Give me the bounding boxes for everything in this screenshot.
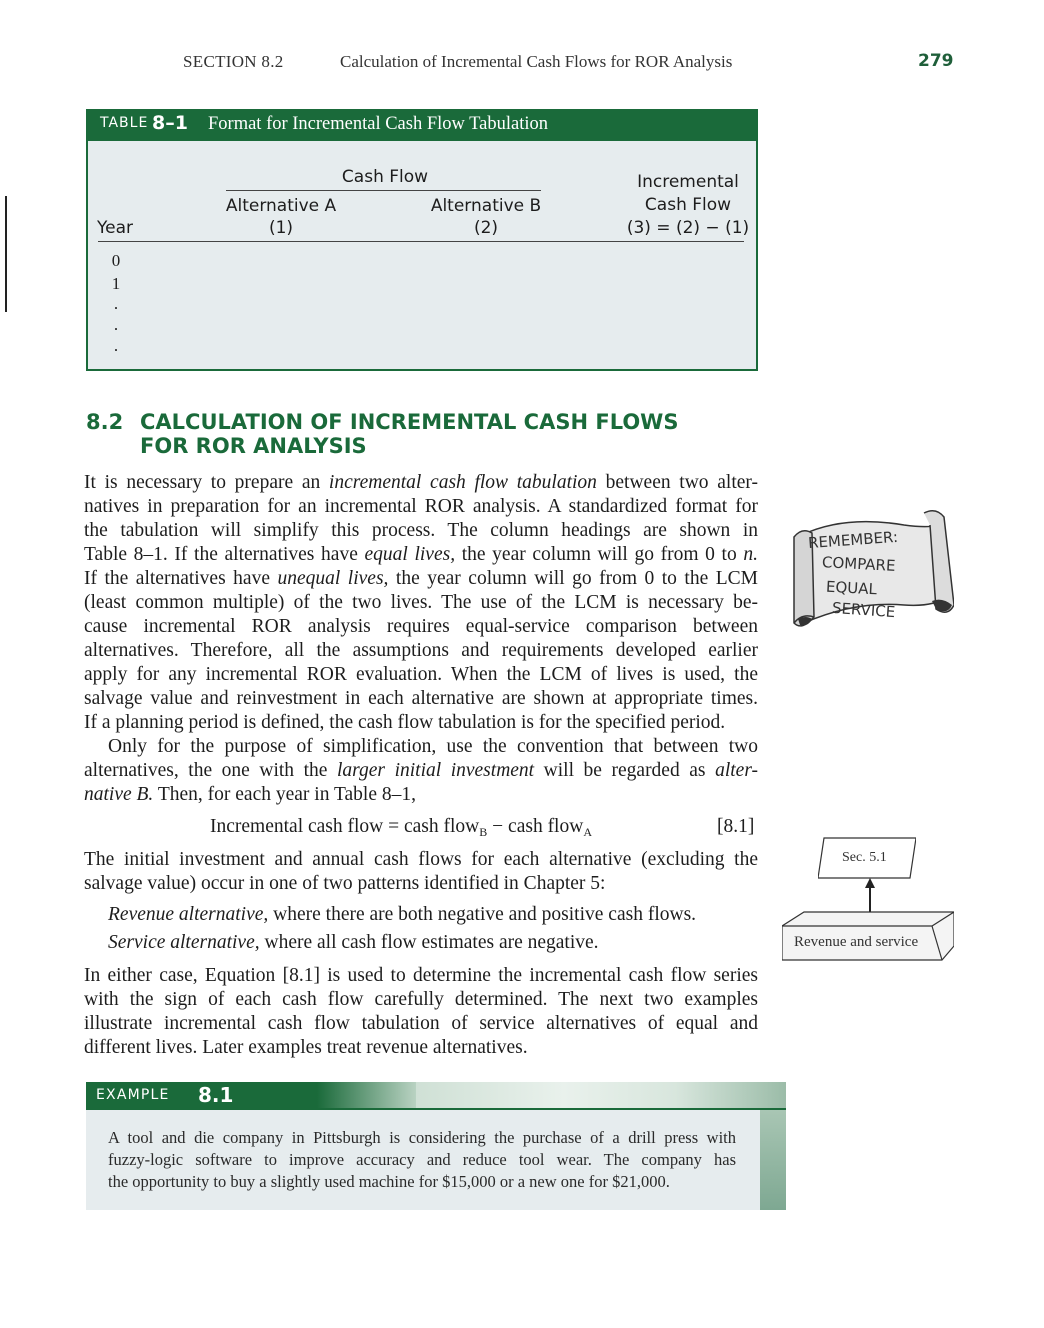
header-cash-flow: Cash Flow [341,167,429,187]
text-line: native B. Then, for each year in Table 8–1, [84,784,417,805]
header-alternative-b: Alternative B [430,196,542,216]
year-ellipsis: . [113,294,119,313]
text-line: natives in preparation for an incremental ROR analysis. A standardized format for [84,496,758,517]
topic-note-text: Revenue and service [794,934,919,950]
header-incremental-formula: (3) = (2) − (1) [626,218,750,238]
text-line: If the alternatives have unequal lives, the year column will go from 0 to the LCM [84,568,758,589]
header-incremental: Incremental [637,172,739,192]
text-line: with the sign of each cash flow carefully determined. The next two examples [84,989,758,1010]
text-line: Only for the purpose of simplification, use the convention that between two [108,736,758,757]
text-line: A tool and die company in Pittsburgh is considering the purchase of a drill press with [108,1128,736,1147]
example-box [86,1110,786,1210]
text-line: salvage value) occur in one of two patterns identified in Chapter 5: [84,873,606,894]
header-alternative-b-number: (2) [473,218,499,238]
section-label: SECTION 8.2 [183,52,284,71]
topic-note [782,910,954,962]
section-title-line2: FOR ROR ANALYSIS [140,434,367,458]
example-text [108,1127,736,1193]
emphasis: n. [743,544,758,565]
table-number: 8–1 [152,112,188,134]
text-line: In either case, Equation [8.1] is used to determine the incremental cash flow series [84,965,758,986]
text-line: Table 8–1. If the alternatives have equal lives, the year column will go from 0 to n. [84,544,758,565]
term: Revenue alternative, [108,904,269,925]
section-reference-note [818,836,916,880]
example-banner [86,1082,786,1108]
table-caption: Format for Incremental Cash Flow Tabulation [208,114,549,134]
arrow-up-icon [860,878,880,914]
header-year: Year [97,218,133,238]
remember-scroll-note [784,505,954,635]
text-line: It is necessary to prepare an incremental cash flow tabulation between two alter- [84,472,758,493]
emphasis: larger initial investment [336,760,535,781]
emphasis: incremental cash flow tabulation [328,472,597,493]
year-ellipsis: . [113,315,119,334]
text-line: fuzzy-logic software to improve accuracy and reduce tool wear. The company has [108,1150,736,1169]
text-line: the opportunity to buy a slightly used machine for $15,000 or a new one for $21,000. [108,1172,670,1191]
section-title-line1: CALCULATION OF INCREMENTAL CASH FLOWS [140,410,679,434]
section-reference-text: Sec. 5.1 [842,850,887,865]
paragraph-2 [84,735,758,807]
section-number: 8.2 [86,410,124,434]
header-alternative-a: Alternative A [225,196,337,216]
text-line: different lives. Later examples treat revenue alternatives. [84,1037,528,1058]
example-banner-decoration [416,1082,786,1108]
equation-text: Incremental cash flow = cash flow$_B$ − cash flow$_A$ [210,816,592,839]
margin-rule [5,196,7,312]
term: Service alternative, [108,932,260,953]
table-8-1 [86,109,758,371]
year-cell: 0 [111,251,121,270]
text-line: illustrate incremental cash flow tabulation of service alternatives of equal and [84,1013,758,1034]
definition-revenue: Revenue alternative, where there are both negative and positive cash flows. [108,904,697,925]
year-ellipsis: . [113,336,119,355]
example-label: EXAMPLE [96,1087,170,1103]
emphasis: alter- [715,760,759,781]
text-line: salvage value and reinvestment in each alternative are shown at appropriate times. [84,688,758,709]
emphasis: native B. [84,784,154,805]
definition-service: Service alternative, where all cash flow estimates are negative. [108,932,599,953]
text-line: cause incremental ROR analysis requires equal-service comparison between [84,616,758,637]
running-title: Calculation of Incremental Cash Flows for ROR Analysis [340,52,733,71]
text-line: (least common multiple) of the two lives. The use of the LCM is necessary be- [84,592,758,613]
scroll-text-line: REMEMBER: [807,527,899,553]
example-banner-fill [86,1082,416,1108]
emphasis: equal lives, [364,544,456,565]
text-line: apply for any incremental ROR evaluation. When the LCM of lives is used, the [84,664,758,685]
page-number: 279 [918,51,954,71]
example-side-bar [760,1110,786,1210]
text-line: alternatives, the one with the larger initial investment will be regarded as alter- [84,760,759,781]
paragraph-1 [84,471,758,735]
running-header [0,52,1044,76]
header-alternative-a-number: (1) [268,218,294,238]
text-line: The initial investment and annual cash flows for each alternative (excluding the [84,849,758,870]
header-incremental-cash-flow: Cash Flow [644,195,732,215]
emphasis: unequal lives, [277,568,389,589]
table-label: TABLE [100,115,149,131]
text-line: alternatives. Therefore, all the assumptions and requirements developed earlier [84,640,758,661]
header-rule [98,241,744,242]
scroll-text-line: EQUAL [825,577,878,599]
scroll-text-line: COMPARE [821,553,896,575]
paragraph-4 [84,964,758,1060]
text-line: the tabulation will simplify this process. The column headings are shown in [84,520,758,541]
year-cell: 1 [111,274,121,293]
equation-number: [8.1] [717,816,755,837]
example-number: 8.1 [198,1083,234,1107]
scroll-text-line: SERVICE [831,598,896,622]
cash-flow-rule [226,190,541,191]
table-header-bar [88,111,756,141]
text-line: If a planning period is defined, the cash flow tabulation is for the specified period. [84,712,726,733]
paragraph-3 [84,848,758,896]
